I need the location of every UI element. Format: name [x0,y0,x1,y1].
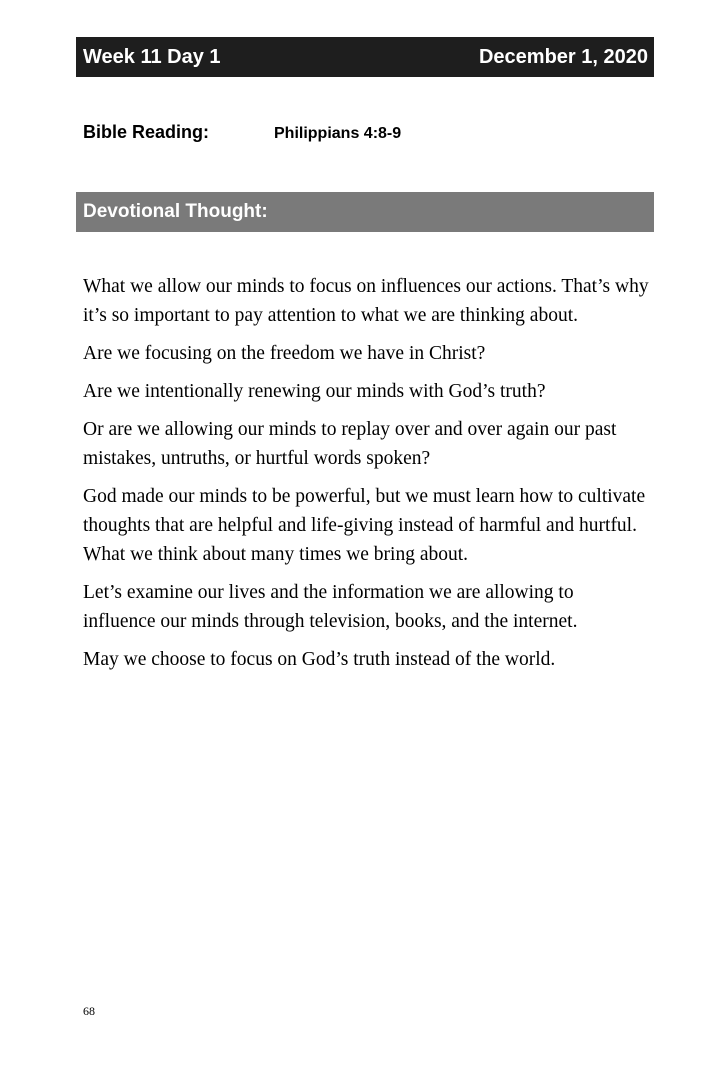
devotional-paragraph: Are we focusing on the freedom we have in Christ? [83,343,486,364]
page-number: 68 [83,1004,95,1018]
devotional-paragraph: God made our minds to be powerful, but we must learn how to cultivate thoughts that are helpful and life-giving instead of harmful and hurtful. What we think about many times we bring about. [83,486,646,565]
devotional-heading: Devotional Thought: [83,201,268,222]
bible-reading-label: Bible Reading: [83,122,210,142]
devotional-body [83,272,649,683]
devotional-paragraph: Or are we allowing our minds to replay over and over again our past mistakes, untruths, or hurtful words spoken? [83,419,617,469]
devotional-paragraph: What we allow our minds to focus on influences our actions. That’s why it’s so important to pay attention to what we are thinking about. [83,276,649,326]
date-label: December 1, 2020 [478,45,648,68]
devotional-paragraph: Let’s examine our lives and the information we are allowing to influence our minds through television, books, and the internet. [83,582,578,632]
bible-reading-row [83,122,401,143]
week-day-label: Week 11 Day 1 [83,45,221,68]
devotional-heading-bar [76,192,654,232]
devotional-paragraph: Are we intentionally renewing our minds with God’s truth? [83,381,546,402]
day-header [76,37,654,77]
bible-reading-passage: Philippians 4:8-9 [274,125,402,142]
devotional-paragraph: May we choose to focus on God’s truth instead of the world. [83,649,556,670]
